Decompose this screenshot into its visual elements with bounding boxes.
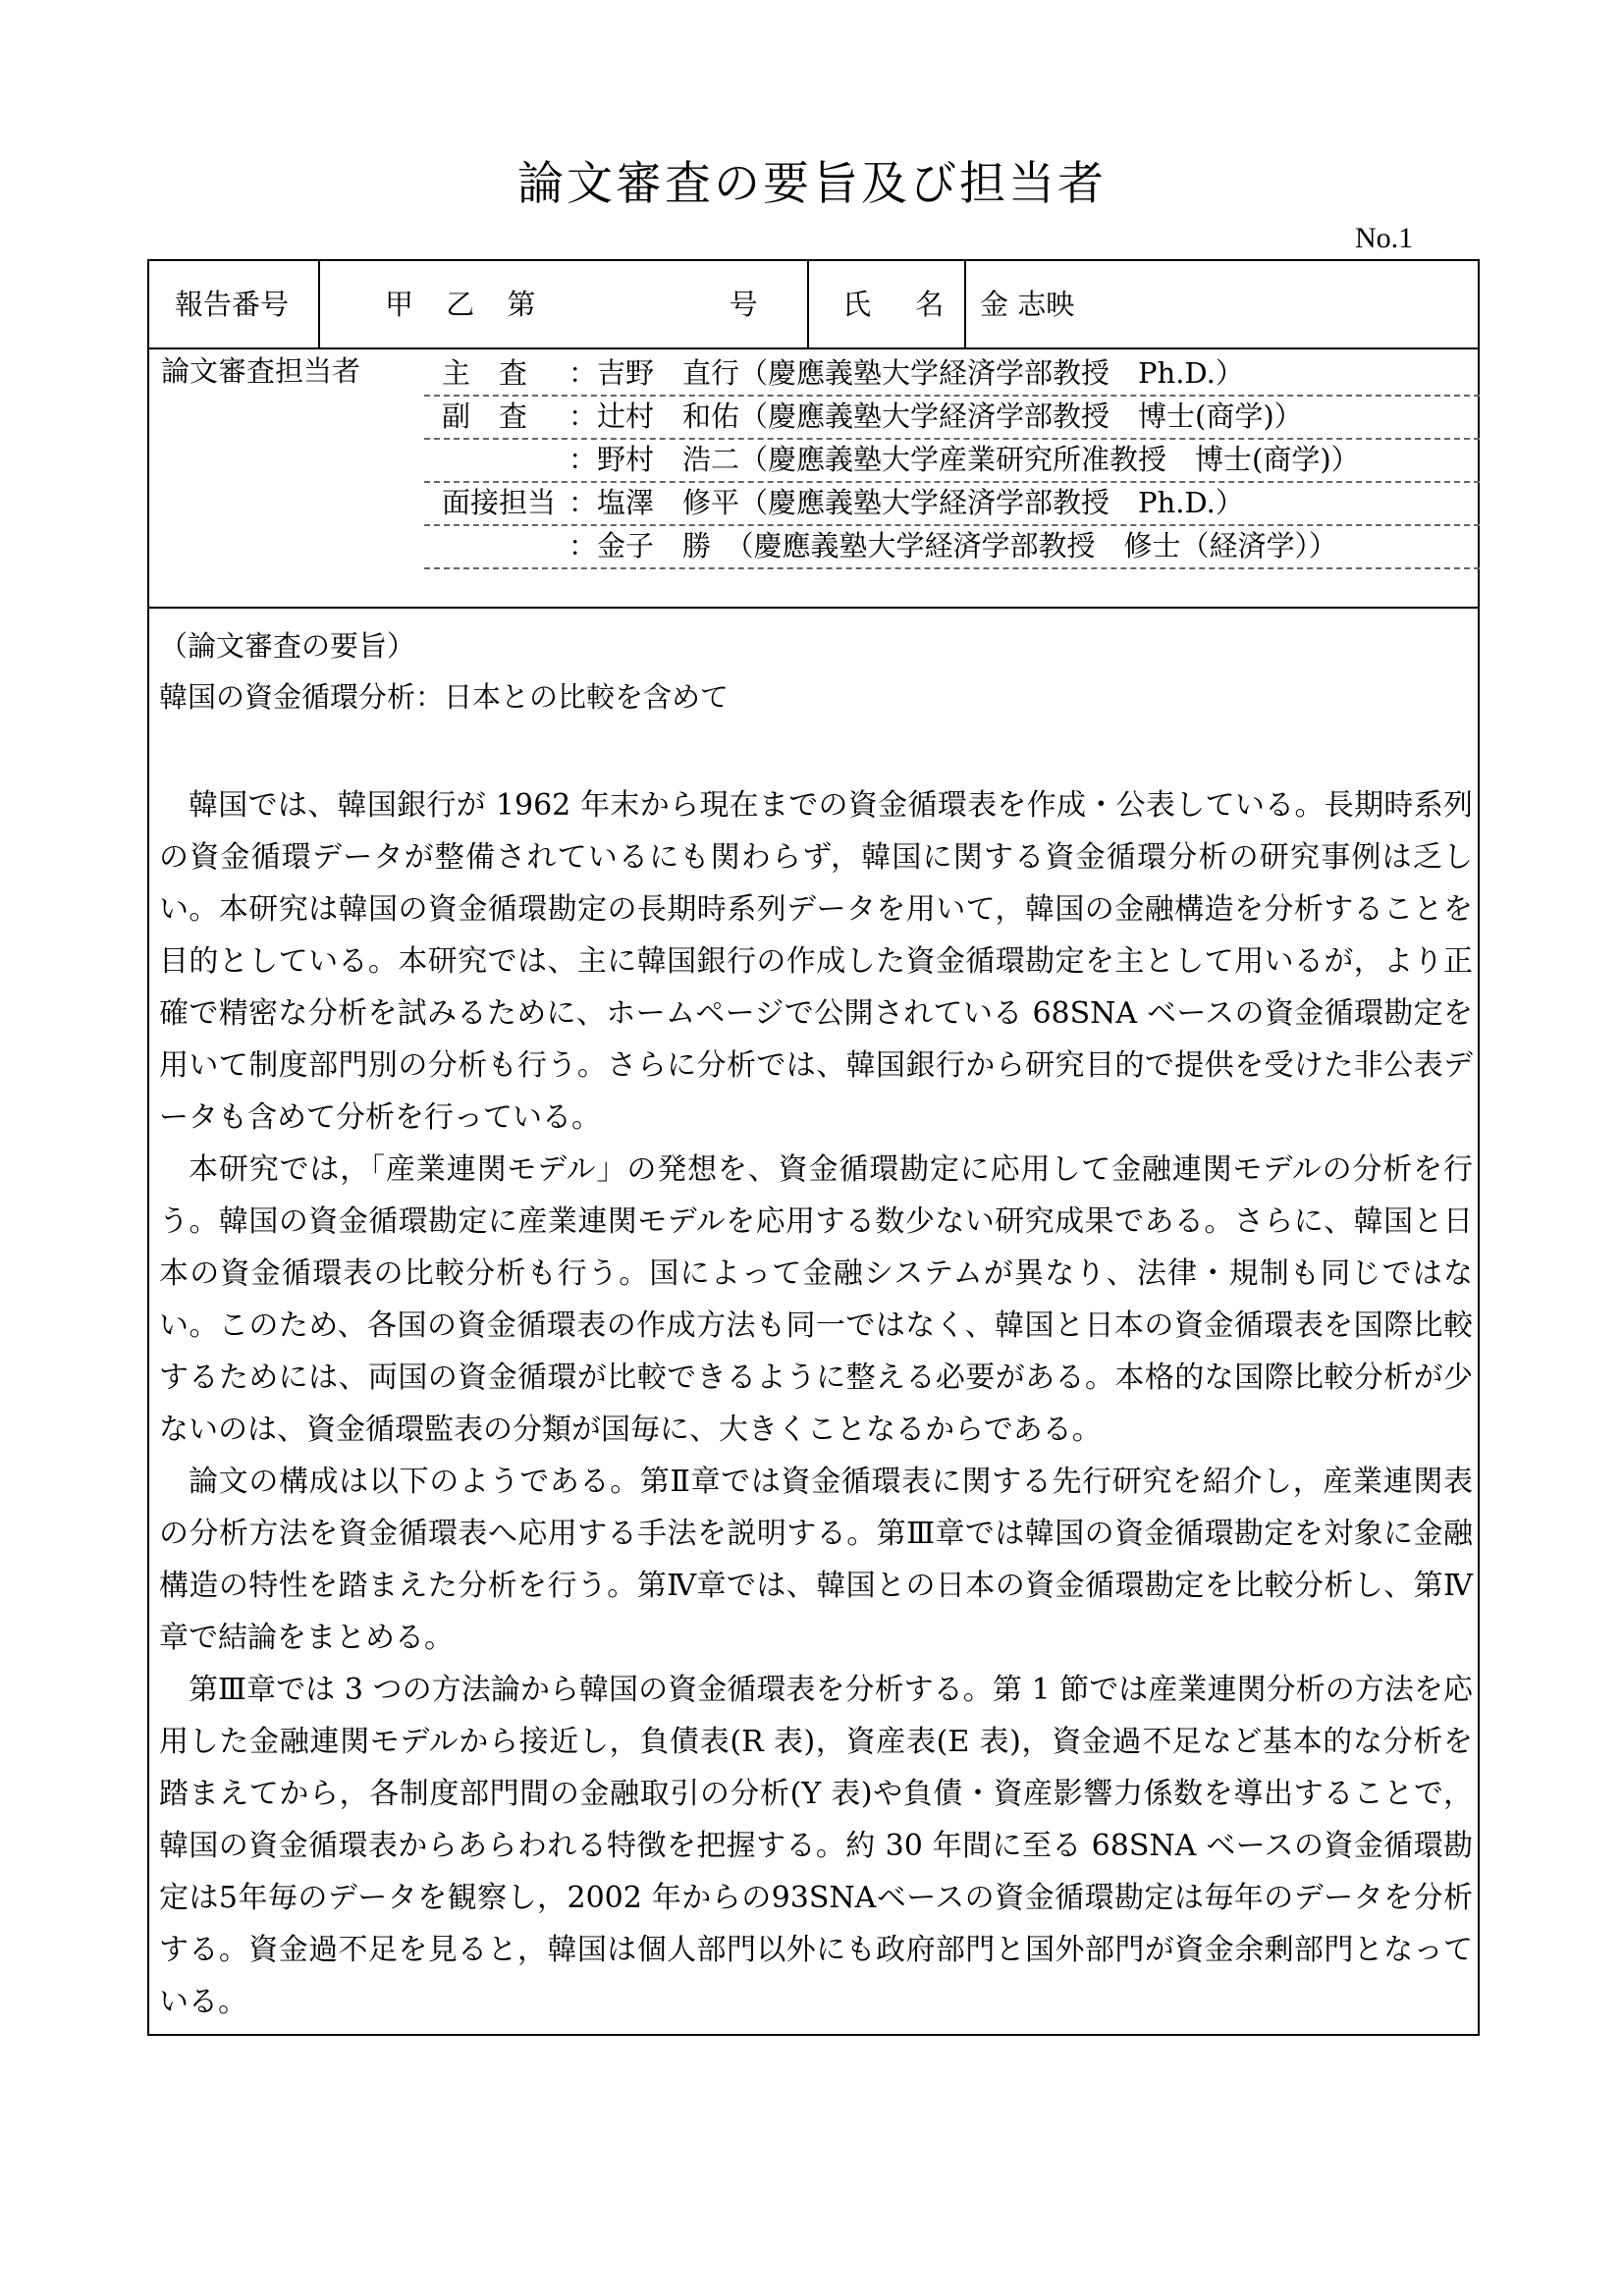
examiner-role: 副 査 (442, 400, 528, 433)
document-title: 論文審査の要旨及び担当者 (517, 157, 1107, 211)
examiner-row (424, 438, 1480, 483)
divider (807, 261, 809, 347)
summary-paragraph: 第Ⅲ章では 3 つの方法論から韓国の資金循環表を分析する。第 1 節では産業連関分析の方法を応用した金融連関モデルから接近し，負債表(R 表)，資産表(E 表)，資金過不足など基本的な分析を踏まえてから，各制度部門間の金融取引の分析(Y 表)や負債・資産影響力係数を導出することで，韓国の資金循環表からあらわれる特徴を把握する。約 30 年間に至る 68SNA ベースの資金循環勘定は5年毎のデータを観察し，2002 年からの93SNAベースの資金循環勘定は毎年のデータを分析する。資金過不足を見ると，韓国は個人部門以外にも政府部門と国外部門が資金余剰部門となっている。 (159, 1673, 1473, 2019)
examiner-name: ：金子 勝 （慶應義塾大学経済学部教授 修士（経済学）） (568, 529, 1338, 562)
examiner-name: ：塩澤 修平（慶應義塾大学経済学部教授 Ph.D.） (568, 486, 1244, 519)
report-number-label: 報告番号 (175, 288, 290, 321)
summary-paragraph: 論文の構成は以下のようである。第Ⅱ章では資金循環表に関する先行研究を紹介し，産業連関表の分析方法を資金循環表へ応用する手法を説明する。第Ⅲ章では韓国の資金循環勘定を対象に金融構造の特性を踏まえた分析を行う。第Ⅳ章では、韓国との日本の資金循環勘定を比較分析し、第Ⅳ章で結論をまとめる。 (159, 1465, 1473, 1655)
examiner-name: ：吉野 直行（慶應義塾大学経済学部教授 Ph.D.） (568, 356, 1244, 390)
divider (964, 261, 966, 347)
page-number: No.1 (1355, 222, 1414, 254)
divider (318, 261, 320, 347)
review-form (147, 259, 1480, 2036)
examiner-role: 面接担当 (442, 486, 557, 519)
examiner-row (424, 481, 1480, 526)
divider (149, 347, 1478, 349)
summary-paragraph: 本研究では，「産業連関モデル」の発想を、資金循環勘定に応用して金融連関モデルの分析を行う。韓国の資金循環勘定に産業連関モデルを応用する数少ない研究成果である。さらに、韓国と日本の資金循環表の比較分析も行う。国によって金融システムが異なり、法律・規制も同じではない。このため、各国の資金循環表の作成方法も同一ではなく、韓国と日本の資金循環表を国際比較するためには、両国の資金循環が比較できるように整える必要がある。本格的な国際比較分析が少ないのは、資金循環監表の分類が国毎に、大きくことなるからである。 (159, 1152, 1473, 1447)
examiner-name: ：野村 浩二（慶應義塾大学産業研究所准教授 博士(商学)） (568, 443, 1360, 476)
thesis-title: 韓国の資金循環分析：日本との比較を含めて (159, 680, 730, 714)
summary-body (159, 779, 1473, 2028)
examiner-role: 主 査 (442, 356, 528, 390)
summary-heading: （論文審査の要旨） (159, 629, 416, 663)
summary-paragraph: 韓国では、韓国銀行が 1962 年末から現在までの資金循環表を作成・公表している。長期時系列の資金循環データが整備されているにも関わらず，韓国に関する資金循環分析の研究事例は乏しい。本研究は韓国の資金循環勘定の長期時系列データを用いて，韓国の金融構造を分析することを目的としている。本研究では、主に韓国銀行の作成した資金循環勘定を主として用いるが，より正確で精密な分析を試みるために、ホームページで公開されている 68SNA ベースの資金循環勘定を用いて制度部門別の分析も行う。さらに分析では、韓国銀行から研究目的で提供を受けた非公表データも含めて分析を行っている。 (159, 788, 1473, 1135)
examiner-row (424, 351, 1480, 397)
examiner-name: ：辻村 和佑（慶應義塾大学経済学部教授 博士(商学)） (568, 400, 1303, 433)
divider (149, 607, 1478, 609)
examiner-row (424, 395, 1480, 440)
examiners-label: 論文審査担当者 (161, 354, 361, 388)
report-number-value: 甲 乙 第 号 (385, 288, 770, 321)
examiner-row (424, 524, 1480, 569)
name-value: 金 志映 (980, 288, 1075, 321)
name-label: 氏 名 (842, 288, 962, 321)
